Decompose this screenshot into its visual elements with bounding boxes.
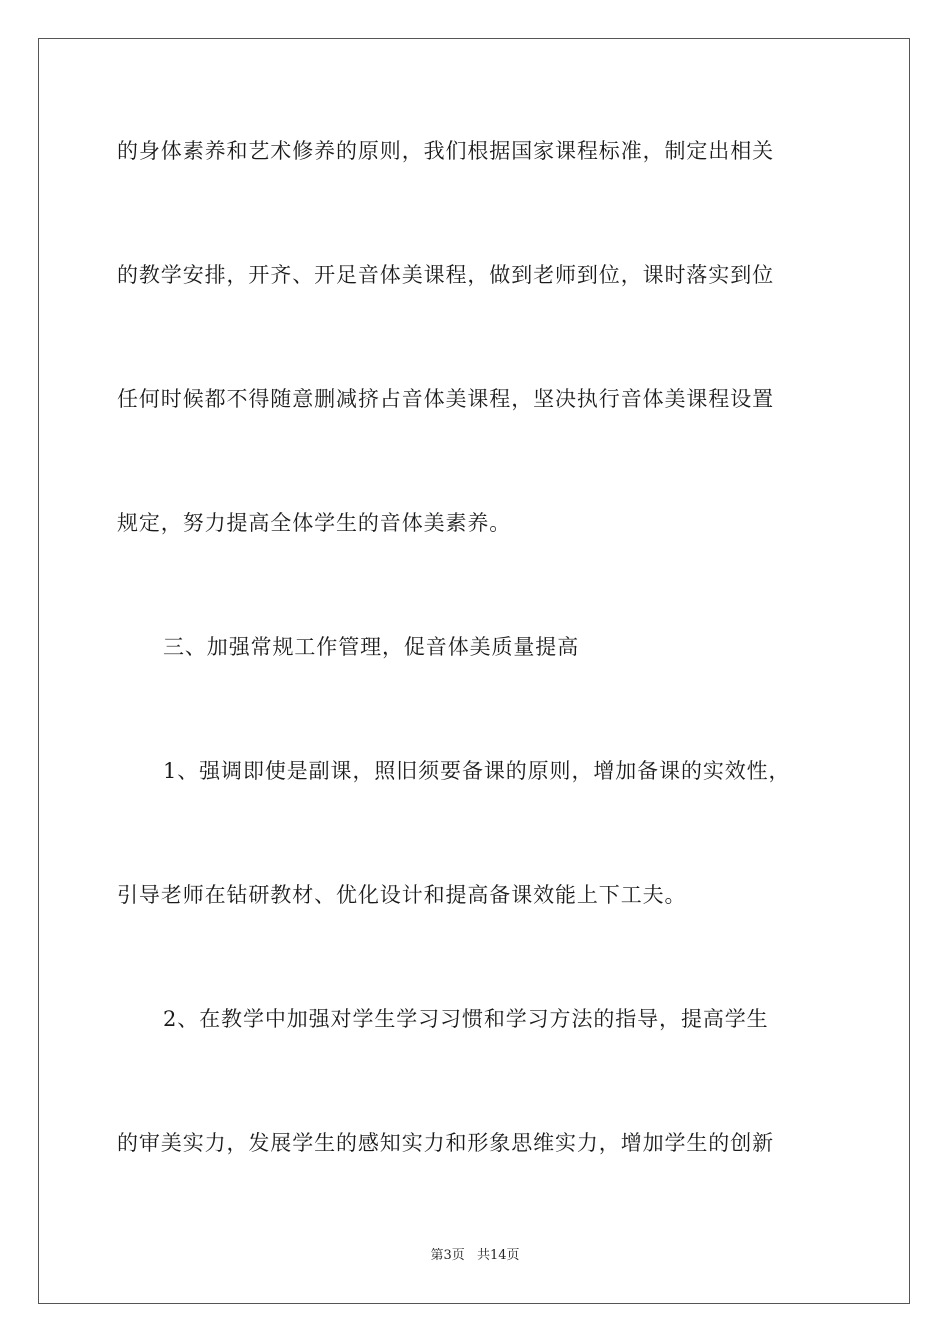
body-line-item-1: 1、强调即使是副课，照旧须要备课的原则，增加备课的实效性， (163, 759, 791, 783)
body-line-8: 的审美实力，发展学生的感知实力和形象思维实力，增加学生的创新 (117, 1131, 774, 1155)
body-line-6: 引导老师在钻研教材、优化设计和提高备课效能上下工夫。 (117, 883, 687, 907)
body-line-2: 的教学安排，开齐、开足音体美课程，做到老师到位，课时落实到位 (117, 263, 774, 287)
page-border (38, 38, 910, 1304)
body-line-4: 规定，努力提高全体学生的音体美素养。 (117, 511, 512, 535)
page-total: 共14页 (476, 1248, 520, 1263)
body-line-1: 的身体素养和艺术修养的原则，我们根据国家课程标准，制定出相关 (117, 139, 774, 163)
section-heading: 三、加强常规工作管理，促音体美质量提高 (163, 635, 580, 659)
page-footer (0, 1247, 950, 1265)
page-number: 第3页 (430, 1248, 465, 1263)
body-line-3: 任何时候都不得随意删减挤占音体美课程，坚决执行音体美课程设置 (117, 387, 774, 411)
body-line-item-2: 2、在教学中加强对学生学习习惯和学习方法的指导，提高学生 (163, 1007, 769, 1031)
